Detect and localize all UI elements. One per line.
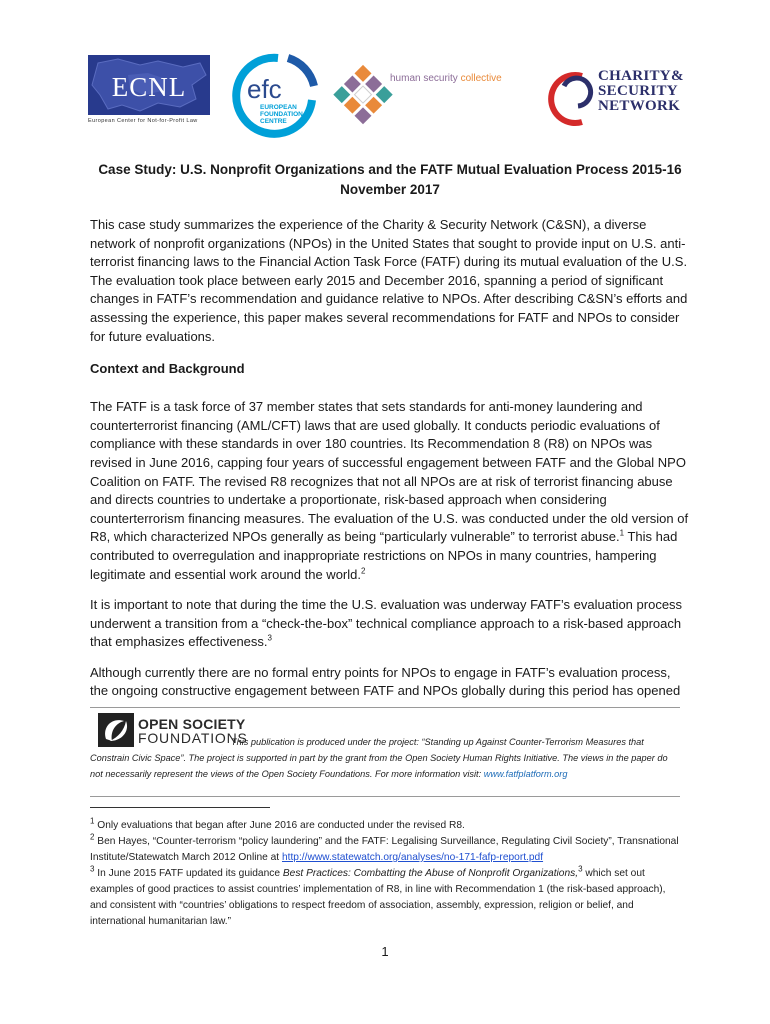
osf-notice-box (90, 707, 680, 797)
efc-subtitle-line: FOUNDATION (260, 111, 303, 118)
footnote-number: 1 (90, 816, 95, 826)
footnote-publication-title: Best Practices: Combatting the Abuse of Nonprofit Organizations, (282, 868, 579, 879)
hsc-logo (333, 56, 508, 142)
fatf-text-1: The FATF is a task force of 37 member states that sets standards for anti-money laundering and counterterrorist financing (AML/CFT) laws that are used globally. It conducts periodic evaluations of compliance with these standards in over 180 countries. Its Recommendation 8 (R8) on NPOs was revised in June 2016, capping four years of successful engagement between FATF and the Global NPO Coalition on FATF. The revised R8 recognizes that not all NPOs are at risk of terrorist financing abuse and directs countries to undertake a proportionate, risk-based approach when considering counterterrorism financing measures. The evaluation of the U.S. was conducted under the old version of R8, which characterized NPOs generally as being “particularly vulnerable” to terrorist abuse. (90, 399, 689, 545)
csn-logo-line: SECURITY (598, 83, 678, 99)
footnote-text: which set out examples of good practices to assist countries’ implementation of R8, in line with Recommendation 1 (the risk-based approach), and consistent with “countries’ obligations to respect freedom of association, assembly, expression, religion or belief, and international humanitarian law.” (90, 868, 666, 927)
footnote-ref-2[interactable]: 2 (360, 566, 366, 576)
efc-logo-text: efc (247, 74, 282, 104)
footnote-number: 3 (578, 864, 583, 874)
efc-logo-subtitle (260, 104, 303, 125)
efc-subtitle-line: CENTRE (260, 118, 287, 125)
document-title: Case Study: U.S. Nonprofit Organizations and the FATF Mutual Evaluation Process 2015-16 (98, 162, 682, 177)
footnotes (90, 818, 680, 930)
hsc-logo-text-b: collective (460, 73, 502, 84)
footnote-3 (90, 866, 680, 930)
document-date: November 2017 (340, 182, 440, 197)
hsc-logo-text-a: human security (390, 73, 461, 84)
osf-name-line1: OPEN SOCIETY (138, 716, 246, 732)
footnote-number: 3 (90, 864, 95, 874)
hsc-logo-text (390, 73, 502, 84)
note-paragraph (90, 596, 690, 652)
section-heading-context: Context and Background (90, 361, 245, 377)
footnote-text: Ben Hayes, “Counter-terrorism “policy laundering” and the FATF: Legalising Surveillance, Regulating Civil Society”, Transnational Institute/Statewatch March 2012 Online at (90, 836, 679, 863)
statewatch-report-link[interactable]: http://www.statewatch.org/analyses/no-171-fafp-report.pdf (281, 852, 544, 863)
ecnl-logo (88, 55, 213, 130)
note-text: It is important to note that during the time the U.S. evaluation was underway FATF’s evaluation process underwent a transition from a “check-the-box” technical compliance approach to a risk-based approach that emphasizes effectiveness. (90, 597, 683, 650)
intro-paragraph: This case study summarizes the experience of the Charity & Security Network (C&SN), a diverse network of nonprofit organizations (NPOs) in the United States that sought to provide input on U.S. anti-terrorist financing laws to the Financial Action Task Force (FATF) during its mutual evaluation of the U.S. The evaluation took place between early 2015 and December 2016, spanning a period of significant changes in FATF’s recommendation and guidance relative to NPOs. After describing C&SN’s efforts and assessing the experience, this paper makes several recommendations for FATF and NPOs to consider for future evaluations. (90, 217, 688, 344)
csn-logo (538, 66, 696, 132)
document-body (90, 160, 690, 701)
footnote-ref-1[interactable]: 1 (619, 528, 625, 538)
ecnl-logo-text: ECNL (111, 72, 187, 102)
hsc-diamond-icon (333, 56, 393, 142)
osf-name-line2: FOUNDATIONS (138, 730, 248, 746)
csn-logo-line: NETWORK (598, 98, 681, 114)
fatf-paragraph (90, 398, 690, 584)
although-paragraph: Although currently there are no formal entry points for NPOs to engage in FATF’s evaluation process, the ongoing constructive engagement between FATF and NPOs globally during this period has opened (90, 664, 681, 699)
csn-cs-icon (538, 66, 598, 132)
osf-notice-body: This publication is produced under the project: “Standing up Against Counter-Terrorism Measures that Constrain Civic Space”. The project is supported in part by the grant from the Open Society Human Rights Initiative. The views in the paper do not necessarily represent the views of the Open Society Foundations. For more information visit: (90, 737, 668, 779)
footnote-ref-3[interactable]: 3 (267, 633, 272, 643)
footnote-number: 2 (90, 832, 95, 842)
csn-logo-line: CHARITY& (598, 68, 684, 84)
ecnl-logo-subtitle: European Center for Not-for-Profit Law (88, 118, 198, 124)
osf-website-link[interactable]: www.fatfplatform.org (483, 769, 568, 779)
footnote-2 (90, 834, 680, 866)
page-number: 1 (381, 944, 389, 959)
footnote-divider (90, 807, 270, 808)
csn-logo-text (598, 69, 684, 114)
osf-notice-text (90, 734, 670, 782)
efc-logo (230, 52, 320, 140)
efc-subtitle-line: EUROPEAN (260, 104, 297, 111)
fatf-text-2: This had contributed to overregulation and inappropriate restrictions on NPOs in many countries, hampering legitimate and essential work around the world. (90, 529, 678, 582)
footnote-text: Only evaluations that began after June 2016 are conducted under the revised R8. (94, 820, 465, 831)
partner-logos (88, 52, 698, 142)
footnote-1 (90, 818, 680, 834)
footnote-text: In June 2015 FATF updated its guidance (94, 868, 283, 879)
ecnl-logo-box (88, 55, 210, 115)
